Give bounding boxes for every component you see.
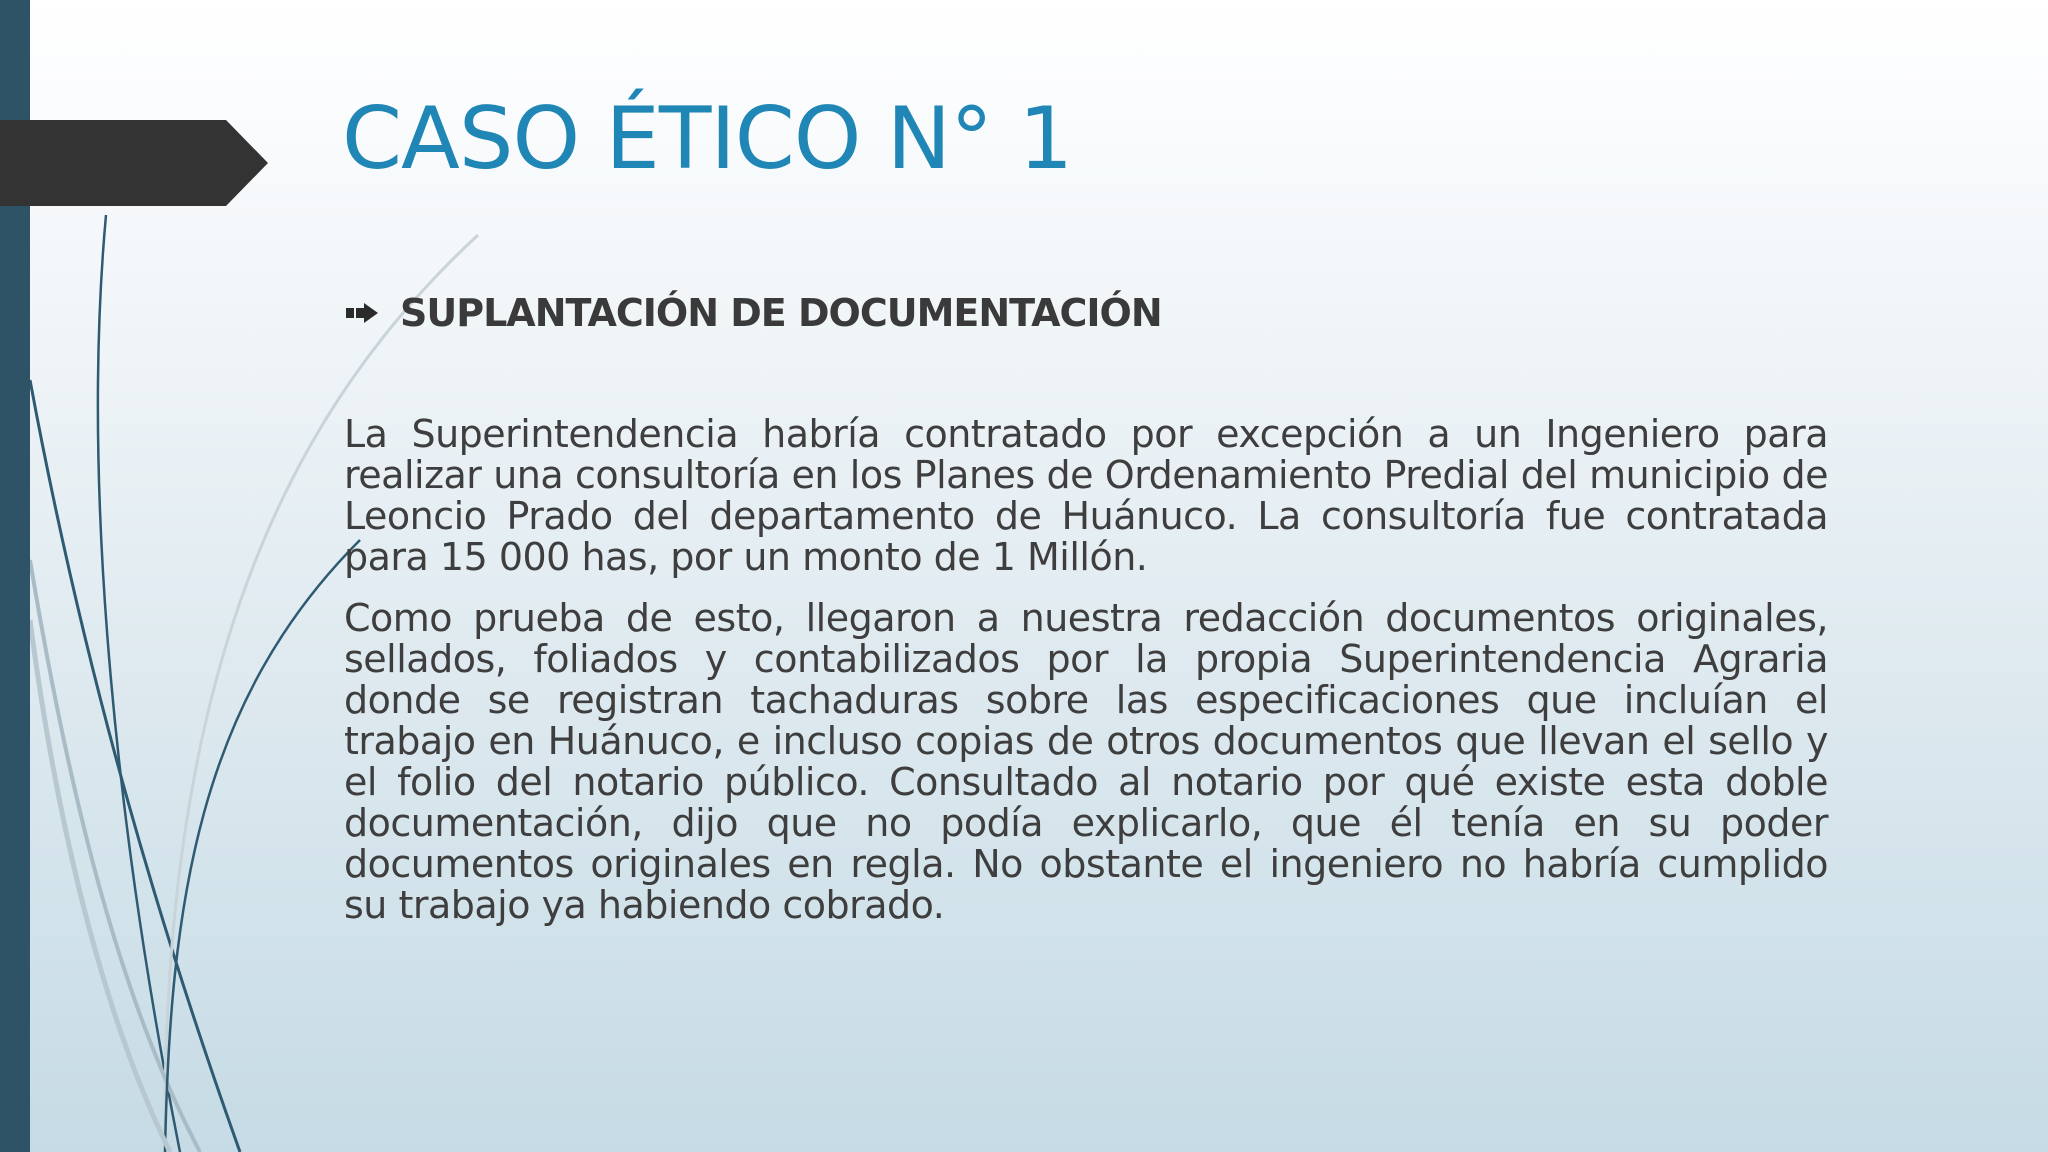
bullet-heading: SUPLANTACIÓN DE DOCUMENTACIÓN	[400, 291, 1162, 335]
bullet-item	[346, 288, 1162, 338]
paragraph-1: La Superintendencia habría contratado por excepción a un Ingeniero para realizar una consultoría en los Planes de Ordenamiento Predial del municipio de Leoncio Prado del departamento de Huánuco. La consultoría fue contratada para 15 000 has, por un monto de 1 Millón.	[344, 412, 1828, 579]
arrow-right-icon	[346, 303, 380, 323]
paragraph-2: Como prueba de esto, llegaron a nuestra redacción documentos originales, sellados, foliados y contabilizados por la propia Superintendencia Agraria donde se registran tachaduras sobre las especificaciones que incluían el trabajo en Huánuco, e incluso copias de otros documentos que llevan el sello y el folio del notario público. Consultado al notario por qué existe esta doble documentación, dijo que no podía explicarlo, que él tenía en su poder documentos originales en regla. No obstante el ingeniero no habría cumplido su trabajo ya habiendo cobrado.	[344, 596, 1828, 927]
body-text	[344, 414, 1828, 946]
slide-title: CASO ÉTICO N° 1	[342, 89, 1073, 189]
arrow-tab-shape	[0, 120, 270, 206]
